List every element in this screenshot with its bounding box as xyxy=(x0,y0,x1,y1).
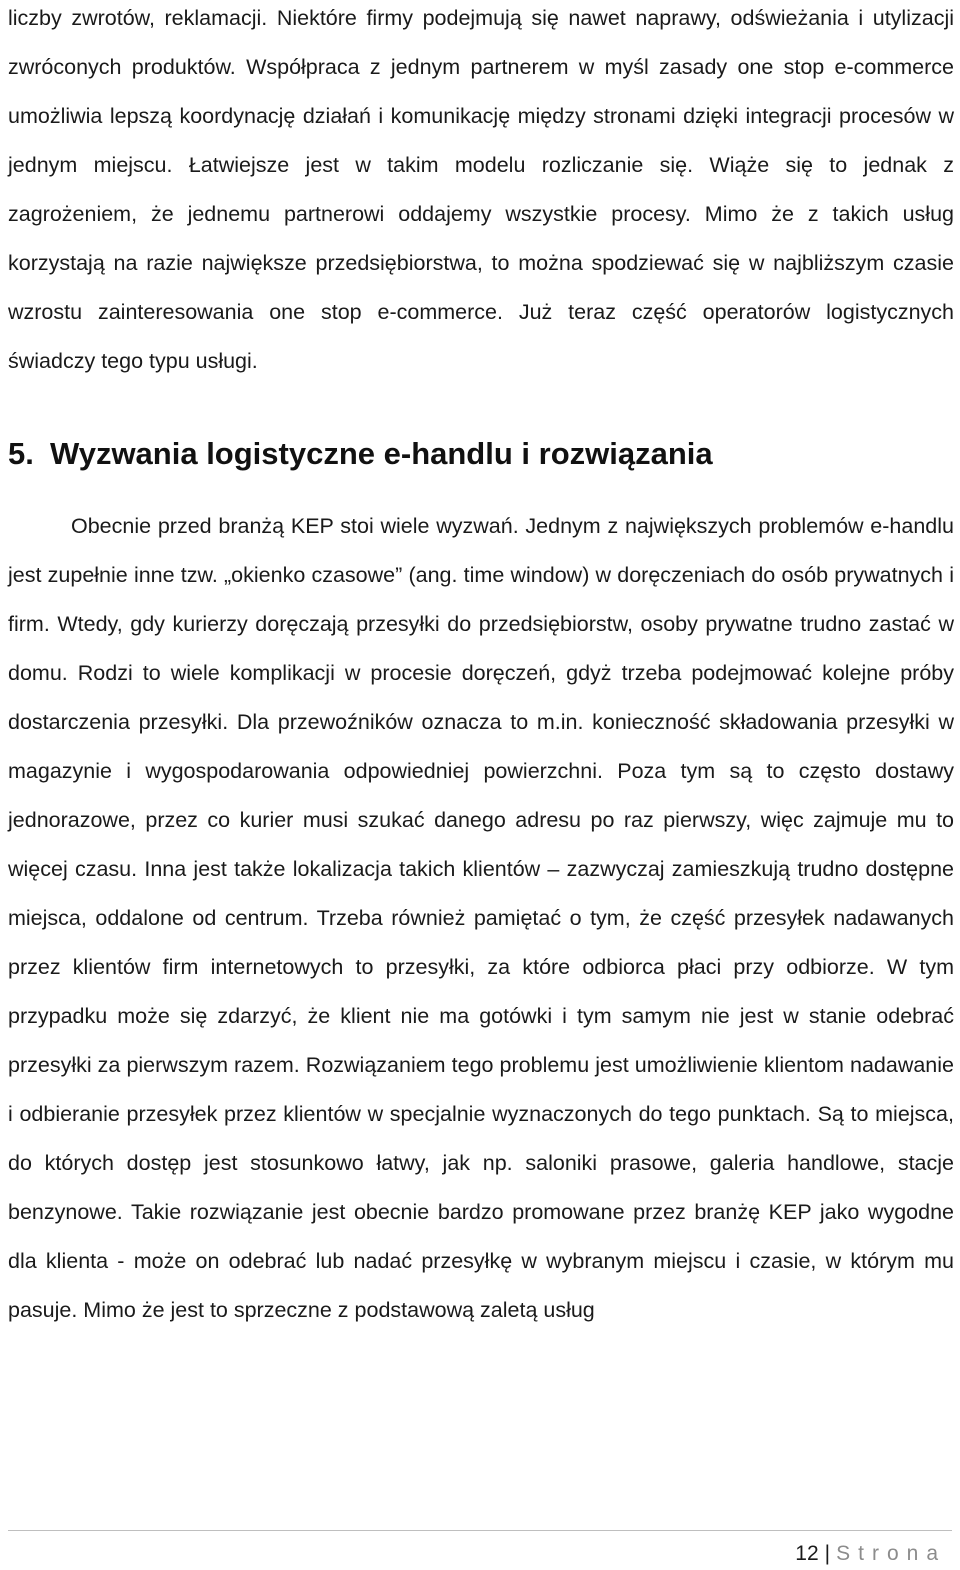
page-number: 12 xyxy=(795,1542,819,1565)
document-page xyxy=(8,0,954,1335)
section-number: 5. xyxy=(8,436,34,471)
section-title: Wyzwania logistyczne e-handlu i rozwiązania xyxy=(50,436,713,471)
page-footer xyxy=(8,1530,952,1570)
page-label xyxy=(795,1541,946,1567)
page-separator: | xyxy=(824,1542,831,1565)
section-heading xyxy=(8,434,954,474)
body-paragraph: Obecnie przed branżą KEP stoi wiele wyzwań. Jednym z największych problemów e-handlu jest zupełnie inne tzw. „okienko czasowe” (ang. time window) w doręczeniach do osób prywatnych i firm. Wtedy, gdy kurierzy doręczają przesyłki do przedsiębiorstw, osoby prywatne trudno zastać w domu. Rodzi to wiele komplikacji w procesie doręczeń, gdyż trzeba podejmować kolejne próby dostarczenia przesyłki. Dla przewoźników oznacza to m.in. konieczność składowania przesyłki w magazynie i wygospodarowania odpowiedniej powierzchni. Poza tym są to często dostawy jednorazowe, przez co kurier musi szukać danego adresu po raz pierwszy, więc zajmuje mu to więcej czasu. Inna jest także lokalizacja takich klientów – zazwyczaj zamieszkują trudno dostępne miejsca, oddalone od centrum. Trzeba również pamiętać o tym, że część przesyłek nadawanych przez klientów firm internetowych to przesyłki, za które odbiorca płaci przy odbiorze. W tym przypadku może się zdarzyć, że klient nie ma gotówki i tym samym nie jest w stanie odebrać przesyłki za pierwszym razem. Rozwiązaniem tego problemu jest umożliwienie klientom nadawanie i odbieranie przesyłek przez klientów w specjalnie wyznaczonych do tego punktach. Są to miejsca, do których dostęp jest stosunkowo łatwy, jak np. saloniki prasowe, galeria handlowe, stacje benzynowe. Takie rozwiązanie jest obecnie bardzo promowane przez branżę KEP jako wygodne dla klienta - może on odebrać lub nadać przesyłkę w wybranym miejscu i czasie, w którym mu pasuje. Mimo że jest to sprzeczne z podstawową zaletą usług xyxy=(8,514,954,1322)
page-word: Strona xyxy=(836,1542,946,1565)
body-paragraph: liczby zwrotów, reklamacji. Niektóre firmy podejmują się nawet naprawy, odświeżania i utylizacji zwróconych produktów. Współpraca z jednym partnerem w myśl zasady one stop e-commerce umożliwia lepszą koordynację działań i komunikację między stronami dzięki integracji procesów w jednym miejscu. Łatwiejsze jest w takim modelu rozliczanie się. Wiąże się to jednak z zagrożeniem, że jednemu partnerowi oddajemy wszystkie procesy. Mimo że z takich usług korzystają na razie największe przedsiębiorstwa, to można spodziewać się w najbliższym czasie wzrostu zainteresowania one stop e-commerce. Już teraz część operatorów logistycznych świadczy tego typu usługi. xyxy=(8,6,954,373)
